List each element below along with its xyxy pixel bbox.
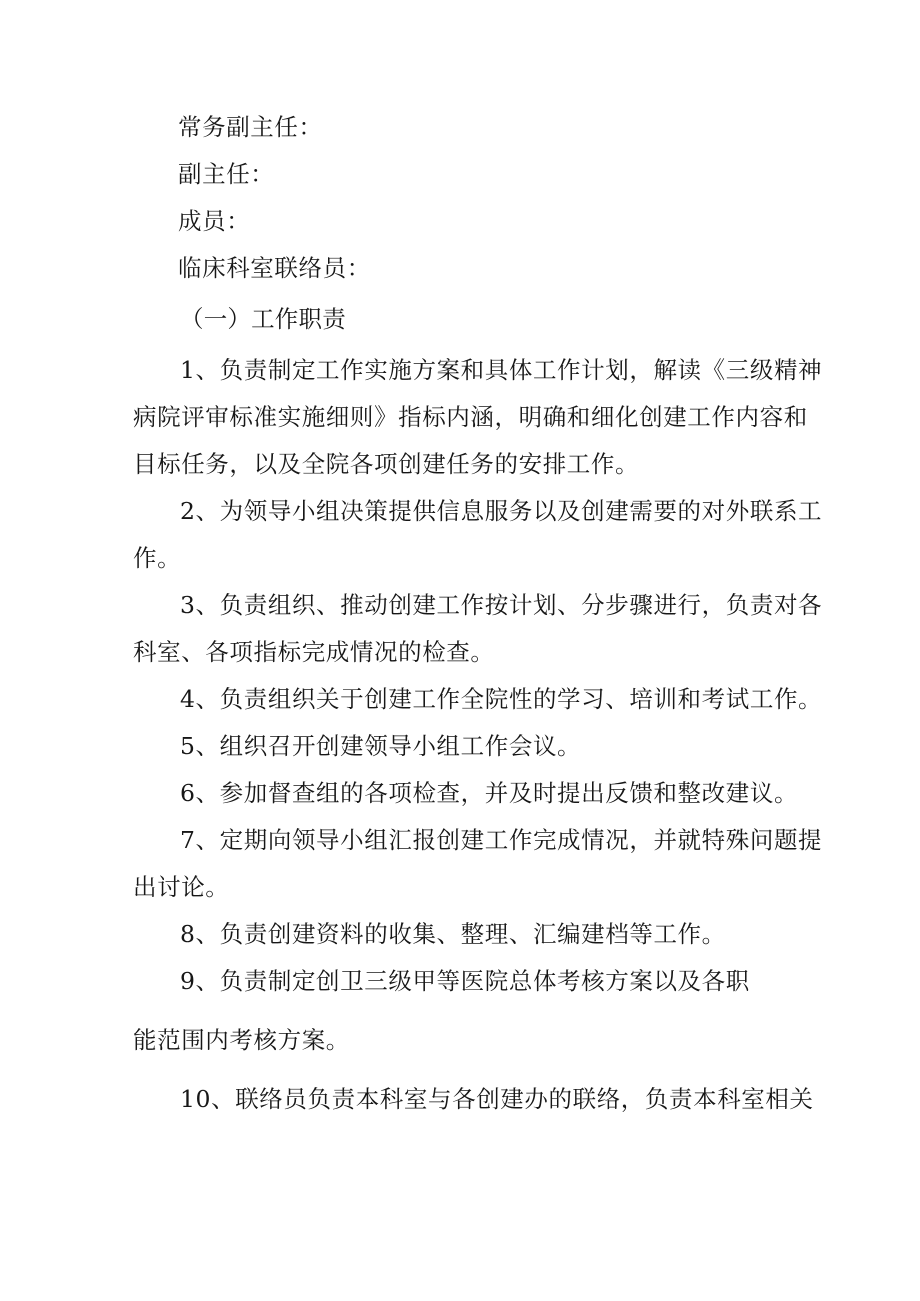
item-2-line-2: 作。 bbox=[133, 544, 182, 572]
item-1-line-2: 病院评审标准实施细则》指标内涵，明确和细化创建工作内容和 bbox=[133, 403, 808, 431]
item-6-line-1: 6、参加督查组的各项检查，并及时提出反馈和整改建议。 bbox=[180, 779, 799, 807]
item-2-line-1: 2、为领导小组决策提供信息服务以及创建需要的对外联系工 bbox=[180, 497, 823, 525]
item-8-line-1: 8、负责创建资料的收集、整理、汇编建档等工作。 bbox=[180, 920, 726, 948]
item-5-line-1: 5、组织召开创建领导小组工作会议。 bbox=[180, 732, 582, 760]
item-3-line-1: 3、负责组织、推动创建工作按计划、分步骤进行，负责对各 bbox=[180, 591, 823, 619]
item-4-line-1: 4、负责组织关于创建工作全院性的学习、培训和考试工作。 bbox=[180, 685, 823, 713]
roster-line-clinical-liaison: 临床科室联络员： bbox=[178, 254, 371, 282]
roster-line-deputy-director: 副主任： bbox=[178, 160, 275, 188]
item-7-line-1: 7、定期向领导小组汇报创建工作完成情况，并就特殊问题提 bbox=[180, 826, 823, 854]
item-10-line-1: 10、联络员负责本科室与各创建办的联络，负责本科室相关 bbox=[180, 1085, 814, 1113]
item-1-line-3: 目标任务，以及全院各项创建任务的安排工作。 bbox=[133, 450, 640, 478]
item-1-line-1: 1、负责制定工作实施方案和具体工作计划，解读《三级精神 bbox=[180, 356, 823, 384]
item-9-line-1: 9、负责制定创卫三级甲等医院总体考核方案以及各职 bbox=[180, 967, 750, 995]
item-9-line-2: 能范围内考核方案。 bbox=[133, 1026, 350, 1054]
roster-line-members: 成员： bbox=[178, 207, 251, 235]
item-7-line-2: 出讨论。 bbox=[133, 873, 230, 901]
roster-line-chief-deputy-director: 常务副主任： bbox=[178, 113, 323, 141]
item-3-line-2: 科室、各项指标完成情况的检查。 bbox=[133, 638, 495, 666]
section-heading-work-responsibilities: （一）工作职责 bbox=[180, 305, 346, 333]
document-body bbox=[133, 104, 823, 1123]
